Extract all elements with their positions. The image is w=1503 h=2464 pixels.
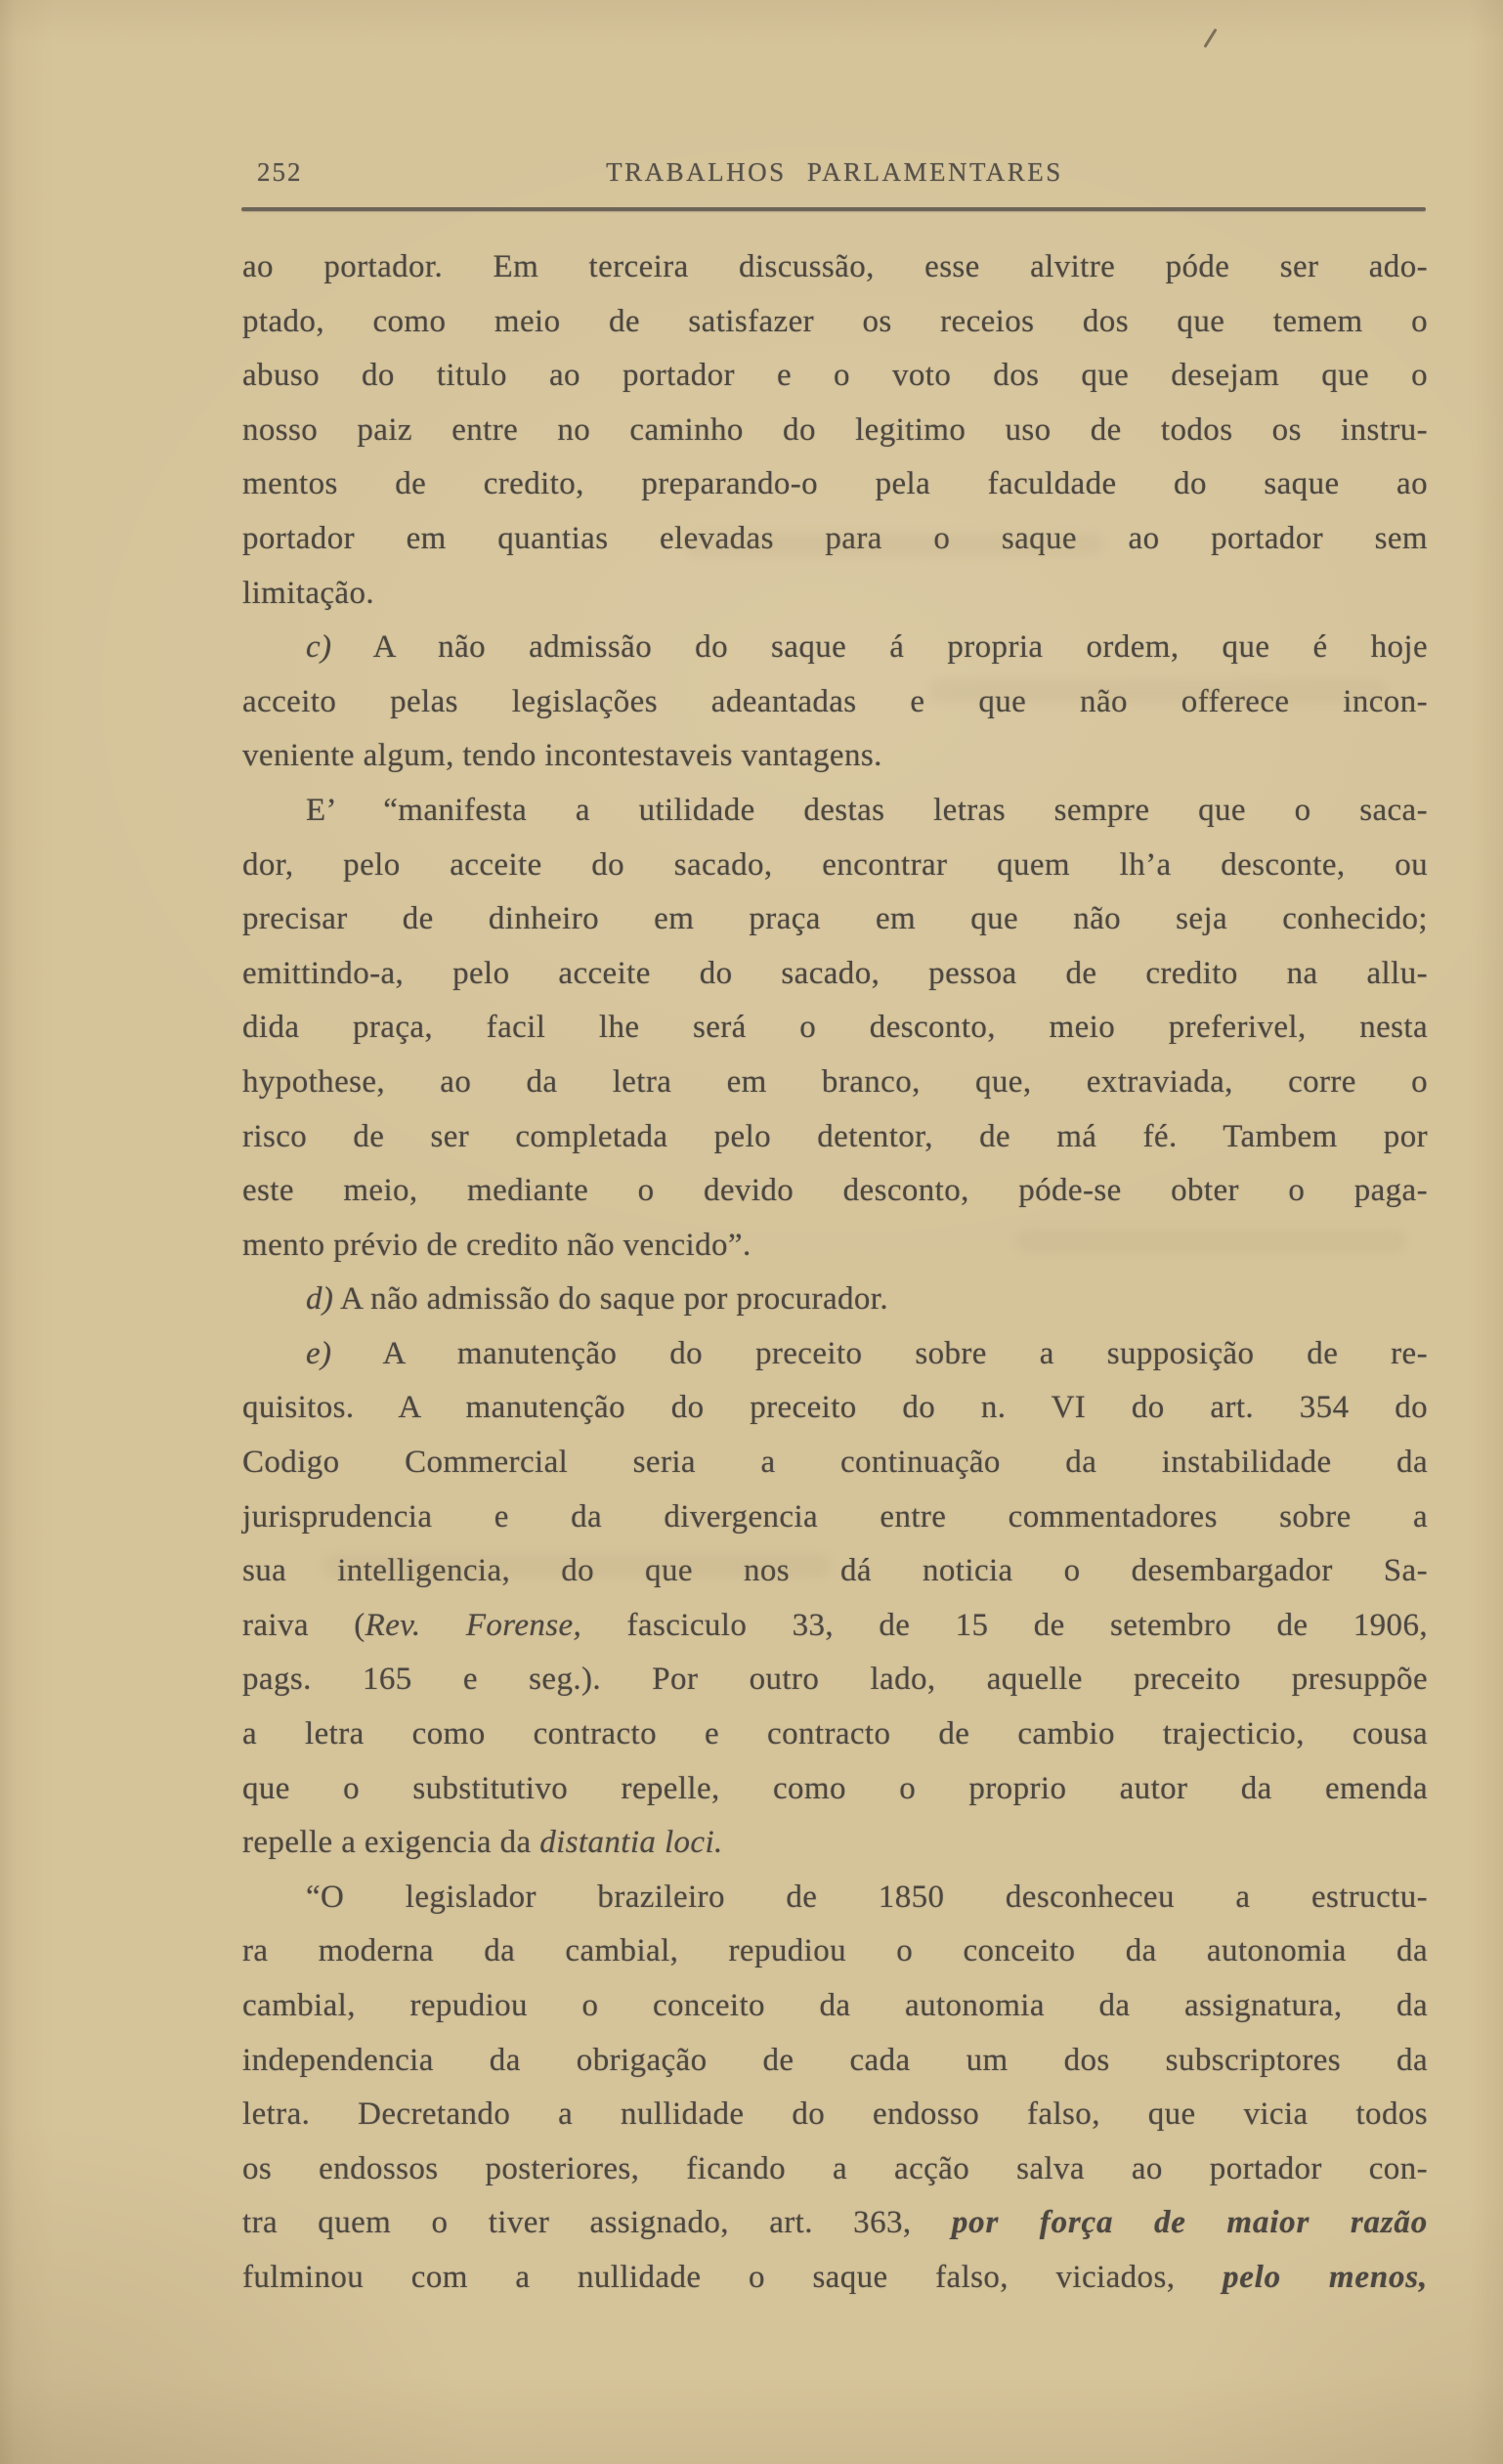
text-segment: precisar de dinheiro em praça em que não seja conhecido; [242, 901, 1428, 937]
text-segment: ra moderna da cambial, repudiou o conceito da autonomia da [242, 1933, 1428, 1969]
text-segment: dor, pelo acceite do sacado, encontrar quem lh’a desconte, ou [242, 846, 1428, 883]
text-line [242, 1708, 1428, 1762]
text-line [242, 2251, 1428, 2306]
text-segment-i: c) [306, 629, 332, 666]
text-segment: repelle a exigencia da [242, 1825, 540, 1861]
text-line [242, 404, 1428, 458]
text-line [242, 1653, 1428, 1708]
text-segment: mentos de credito, preparando-o pela faculdade do saque ao [242, 466, 1428, 502]
text-segment: mento prévio de credito não vencido”. [242, 1227, 752, 1263]
text-line [242, 2034, 1428, 2089]
text-segment-i: d) [306, 1281, 334, 1318]
text-segment-bi: por força de maior razão [951, 2205, 1428, 2241]
text-segment: quisitos. A manutenção do preceito do n. VI do art. 354 do [242, 1390, 1428, 1426]
text-segment: sua intelligencia, do que nos dá noticia o desembargador Sa- [242, 1553, 1428, 1589]
text-segment: abuso do titulo ao portador e o voto dos que desejam que o [242, 358, 1428, 394]
text-line [242, 675, 1428, 730]
text-line [242, 1001, 1428, 1056]
text-segment-i: distantia loci. [539, 1825, 723, 1861]
text-line [242, 1924, 1428, 1979]
text-segment: A manutenção do preceito sobre a supposição de re- [331, 1335, 1428, 1371]
text-line [242, 2142, 1428, 2197]
text-segment: cambial, repudiou o conceito da autonomia da assignatura, da [242, 1988, 1428, 2023]
text-line [242, 567, 1428, 622]
text-segment: nosso paiz entre no caminho do legitimo uso de todos os instru- [242, 411, 1428, 448]
text-segment: hypothese, ao da letra em branco, que, extraviada, corre o [242, 1063, 1428, 1100]
text-segment: Codigo Commercial seria a continuação da instabilidade da [242, 1445, 1428, 1481]
text-segment: dida praça, facil lhe será o desconto, meio preferivel, nesta [242, 1010, 1428, 1046]
text-line [242, 1599, 1428, 1654]
text-segment: tra quem o tiver assignado, art. 363, [242, 2205, 952, 2241]
text-line [242, 240, 1428, 295]
text-segment: este meio, mediante o devido desconto, póde-se obter o paga- [242, 1173, 1428, 1209]
text-line [242, 1871, 1428, 1925]
text-line [242, 1219, 1428, 1274]
text-segment-i: Rev. Forense, [365, 1607, 582, 1643]
text-segment: os endossos posteriores, ficando a acção salva ao portador con- [242, 2150, 1428, 2186]
text-segment: A não admissão do saque á propria ordem, que é hoje [331, 629, 1428, 666]
text-line [242, 1110, 1428, 1165]
text-segment: portador em quantias elevadas para o saque ao portador sem [242, 520, 1428, 556]
text-line [242, 1327, 1428, 1382]
text-line [242, 512, 1428, 567]
text-segment: letra. Decretando a nullidade do endosso falso, que vicia todos [242, 2097, 1428, 2133]
text-segment: raiva ( [242, 1607, 365, 1643]
text-line [242, 2088, 1428, 2142]
text-line [242, 457, 1428, 512]
text-line [242, 349, 1428, 404]
text-segment: independencia da obrigação de cada um dos subscriptores da [242, 2042, 1428, 2078]
text-segment: ao portador. Em terceira discussão, esse alvitre póde ser ado- [242, 249, 1428, 284]
text-line [242, 947, 1428, 1002]
text-line [242, 1816, 1428, 1871]
text-segment: E’ “manifesta a utilidade destas letras sempre que o saca- [306, 792, 1428, 828]
text-segment: limitação. [242, 575, 375, 611]
text-segment: ptado, como meio de satisfazer os receios dos que temem o [242, 303, 1428, 339]
text-segment: “O legislador brazileiro de 1850 desconheceu a estructu- [306, 1879, 1428, 1915]
text-segment: jurisprudencia e da divergencia entre commentadores sobre a [242, 1498, 1428, 1535]
text-segment: veniente algum, tendo incontestaveis vantagens. [242, 738, 882, 774]
text-line [242, 839, 1428, 893]
text-segment: risco de ser completada pelo detentor, de má fé. Tambem por [242, 1118, 1428, 1154]
text-segment-bi: pelo menos, [1222, 2259, 1428, 2295]
text-segment-i: e) [306, 1335, 332, 1371]
text-line [242, 729, 1428, 784]
text-segment: a letra como contracto e contracto de cambio trajecticio, cousa [242, 1716, 1428, 1752]
text-line [242, 1273, 1428, 1327]
text-segment: fulminou com a nullidade o saque falso, viciados, [242, 2259, 1223, 2295]
text-segment: pags. 165 e seg.). Por outro lado, aquelle preceito presuppõe [242, 1662, 1428, 1698]
body-text [242, 240, 1428, 2306]
text-segment: fasciculo 33, de 15 de setembro de 1906, [581, 1607, 1428, 1643]
scan-scratch-mark [1203, 28, 1217, 48]
text-segment: emittindo-a, pelo acceite do sacado, pessoa de credito na allu- [242, 955, 1428, 991]
text-line [242, 892, 1428, 947]
running-title: TRABALHOS PARLAMENTARES [606, 157, 1063, 187]
text-line [242, 621, 1428, 675]
header-rule [241, 207, 1426, 211]
text-segment: que o substitutivo repelle, como o proprio autor da emenda [242, 1770, 1428, 1806]
text-line [242, 1544, 1428, 1599]
text-segment: A não admissão do saque por procurador. [333, 1281, 889, 1318]
text-line [242, 1762, 1428, 1817]
page-number: 252 [257, 157, 303, 187]
text-line [242, 2196, 1428, 2251]
text-line [242, 1381, 1428, 1436]
text-line [242, 295, 1428, 350]
text-line [242, 1436, 1428, 1491]
text-segment: acceito pelas legislações adeantadas e que não offerece incon- [242, 683, 1428, 719]
text-line [242, 1164, 1428, 1219]
text-line [242, 1491, 1428, 1545]
text-line [242, 1979, 1428, 2034]
text-line [242, 1056, 1428, 1110]
text-line [242, 784, 1428, 839]
